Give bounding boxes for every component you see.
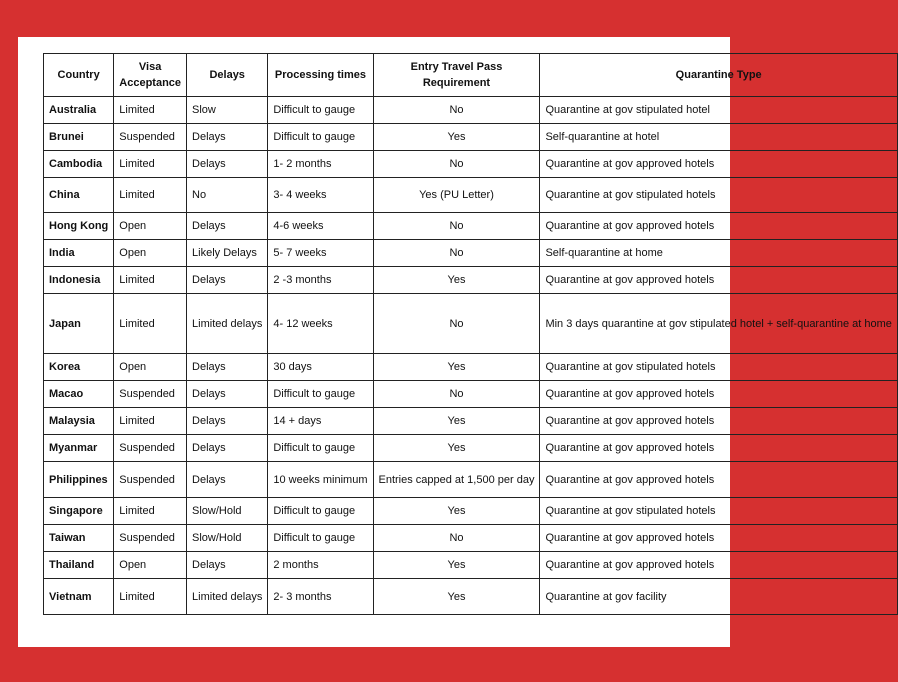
cell-processing-times: 2 months — [268, 552, 373, 579]
cell-country: Myanmar — [44, 435, 114, 462]
cell-quarantine-type: Quarantine at gov stipulated hotel — [540, 97, 897, 124]
header-visa-acceptance: Visa Acceptance — [114, 54, 187, 97]
table-row — [44, 408, 898, 435]
table-row — [44, 552, 898, 579]
cell-processing-times: Difficult to gauge — [268, 97, 373, 124]
cell-country: Hong Kong — [44, 213, 114, 240]
cell-quarantine-type: Quarantine at gov approved hotels — [540, 381, 897, 408]
cell-processing-times: 3- 4 weeks — [268, 178, 373, 213]
cell-processing-times: 2 -3 months — [268, 267, 373, 294]
table-row — [44, 267, 898, 294]
travel-restrictions-table — [43, 53, 898, 615]
header-quarantine-type: Quarantine Type — [540, 54, 897, 97]
cell-entry-travel-pass: Yes — [373, 408, 540, 435]
cell-delays: Limited delays — [187, 579, 268, 615]
cell-processing-times: Difficult to gauge — [268, 498, 373, 525]
cell-quarantine-type: Quarantine at gov approved hotels — [540, 408, 897, 435]
cell-entry-travel-pass: No — [373, 381, 540, 408]
cell-entry-travel-pass: Yes (PU Letter) — [373, 178, 540, 213]
cell-processing-times: 4- 12 weeks — [268, 294, 373, 354]
cell-processing-times: Difficult to gauge — [268, 381, 373, 408]
table-row — [44, 124, 898, 151]
cell-country: Indonesia — [44, 267, 114, 294]
cell-visa-acceptance: Limited — [114, 294, 187, 354]
cell-entry-travel-pass: No — [373, 213, 540, 240]
cell-visa-acceptance: Limited — [114, 97, 187, 124]
cell-entry-travel-pass: Yes — [373, 354, 540, 381]
cell-visa-acceptance: Limited — [114, 498, 187, 525]
cell-visa-acceptance: Limited — [114, 408, 187, 435]
cell-delays: Delays — [187, 267, 268, 294]
cell-country: Japan — [44, 294, 114, 354]
cell-delays: Delays — [187, 552, 268, 579]
cell-country: Vietnam — [44, 579, 114, 615]
cell-quarantine-type: Quarantine at gov approved hotels — [540, 435, 897, 462]
cell-delays: Delays — [187, 124, 268, 151]
cell-quarantine-type: Self-quarantine at hotel — [540, 124, 897, 151]
cell-country: Korea — [44, 354, 114, 381]
cell-quarantine-type: Quarantine at gov approved hotels — [540, 462, 897, 498]
cell-entry-travel-pass: Yes — [373, 435, 540, 462]
cell-visa-acceptance: Open — [114, 552, 187, 579]
cell-entry-travel-pass: No — [373, 294, 540, 354]
cell-processing-times: 30 days — [268, 354, 373, 381]
cell-visa-acceptance: Suspended — [114, 462, 187, 498]
cell-country: Macao — [44, 381, 114, 408]
cell-visa-acceptance: Limited — [114, 579, 187, 615]
table-row — [44, 151, 898, 178]
cell-quarantine-type: Quarantine at gov approved hotels — [540, 552, 897, 579]
cell-country: Malaysia — [44, 408, 114, 435]
table-row — [44, 294, 898, 354]
cell-delays: Likely Delays — [187, 240, 268, 267]
cell-processing-times: Difficult to gauge — [268, 525, 373, 552]
table-row — [44, 178, 898, 213]
cell-entry-travel-pass: Entries capped at 1,500 per day — [373, 462, 540, 498]
cell-visa-acceptance: Open — [114, 354, 187, 381]
cell-quarantine-type: Quarantine at gov facility — [540, 579, 897, 615]
cell-country: China — [44, 178, 114, 213]
header-delays: Delays — [187, 54, 268, 97]
cell-visa-acceptance: Suspended — [114, 381, 187, 408]
cell-visa-acceptance: Open — [114, 213, 187, 240]
cell-quarantine-type: Quarantine at gov approved hotels — [540, 151, 897, 178]
cell-processing-times: 4-6 weeks — [268, 213, 373, 240]
table-row — [44, 462, 898, 498]
cell-visa-acceptance: Suspended — [114, 525, 187, 552]
table-row — [44, 97, 898, 124]
cell-country: Thailand — [44, 552, 114, 579]
cell-visa-acceptance: Limited — [114, 267, 187, 294]
cell-quarantine-type: Quarantine at gov approved hotels — [540, 213, 897, 240]
cell-quarantine-type: Quarantine at gov stipulated hotels — [540, 498, 897, 525]
table-row — [44, 498, 898, 525]
cell-entry-travel-pass: No — [373, 151, 540, 178]
cell-delays: No — [187, 178, 268, 213]
cell-quarantine-type: Quarantine at gov stipulated hotels — [540, 354, 897, 381]
cell-country: Taiwan — [44, 525, 114, 552]
table-row — [44, 435, 898, 462]
cell-visa-acceptance: Limited — [114, 151, 187, 178]
cell-entry-travel-pass: No — [373, 525, 540, 552]
cell-delays: Delays — [187, 435, 268, 462]
document-sheet — [18, 37, 892, 647]
cell-delays: Delays — [187, 354, 268, 381]
cell-processing-times: 1- 2 months — [268, 151, 373, 178]
cell-quarantine-type: Quarantine at gov stipulated hotels — [540, 178, 897, 213]
cell-processing-times: 10 weeks minimum — [268, 462, 373, 498]
table-row — [44, 213, 898, 240]
cell-entry-travel-pass: Yes — [373, 124, 540, 151]
cell-visa-acceptance: Suspended — [114, 435, 187, 462]
table-header-row — [44, 54, 898, 97]
header-entry-travel-pass: Entry Travel Pass Requirement — [373, 54, 540, 97]
header-country: Country — [44, 54, 114, 97]
table-row — [44, 354, 898, 381]
table-row — [44, 240, 898, 267]
cell-delays: Limited delays — [187, 294, 268, 354]
cell-entry-travel-pass: Yes — [373, 579, 540, 615]
cell-country: Cambodia — [44, 151, 114, 178]
cell-quarantine-type: Quarantine at gov approved hotels — [540, 525, 897, 552]
cell-delays: Slow/Hold — [187, 525, 268, 552]
cell-processing-times: 14 + days — [268, 408, 373, 435]
cell-delays: Delays — [187, 213, 268, 240]
table-body — [44, 97, 898, 615]
cell-visa-acceptance: Limited — [114, 178, 187, 213]
cell-country: Australia — [44, 97, 114, 124]
header-processing-times: Processing times — [268, 54, 373, 97]
table-row — [44, 525, 898, 552]
cell-delays: Slow — [187, 97, 268, 124]
cell-country: India — [44, 240, 114, 267]
cell-country: Singapore — [44, 498, 114, 525]
cell-delays: Slow/Hold — [187, 498, 268, 525]
cell-visa-acceptance: Open — [114, 240, 187, 267]
cell-entry-travel-pass: No — [373, 97, 540, 124]
cell-entry-travel-pass: Yes — [373, 498, 540, 525]
cell-delays: Delays — [187, 151, 268, 178]
cell-delays: Delays — [187, 462, 268, 498]
cell-processing-times: Difficult to gauge — [268, 124, 373, 151]
cell-entry-travel-pass: Yes — [373, 267, 540, 294]
table-row — [44, 381, 898, 408]
cell-entry-travel-pass: Yes — [373, 552, 540, 579]
cell-processing-times: 2- 3 months — [268, 579, 373, 615]
cell-quarantine-type: Min 3 days quarantine at gov stipulated hotel + self-quarantine at home — [540, 294, 897, 354]
cell-country: Brunei — [44, 124, 114, 151]
cell-processing-times: Difficult to gauge — [268, 435, 373, 462]
cell-quarantine-type: Quarantine at gov approved hotels — [540, 267, 897, 294]
cell-entry-travel-pass: No — [373, 240, 540, 267]
cell-visa-acceptance: Suspended — [114, 124, 187, 151]
cell-delays: Delays — [187, 408, 268, 435]
cell-country: Philippines — [44, 462, 114, 498]
cell-quarantine-type: Self-quarantine at home — [540, 240, 897, 267]
table-row — [44, 579, 898, 615]
cell-delays: Delays — [187, 381, 268, 408]
cell-processing-times: 5- 7 weeks — [268, 240, 373, 267]
